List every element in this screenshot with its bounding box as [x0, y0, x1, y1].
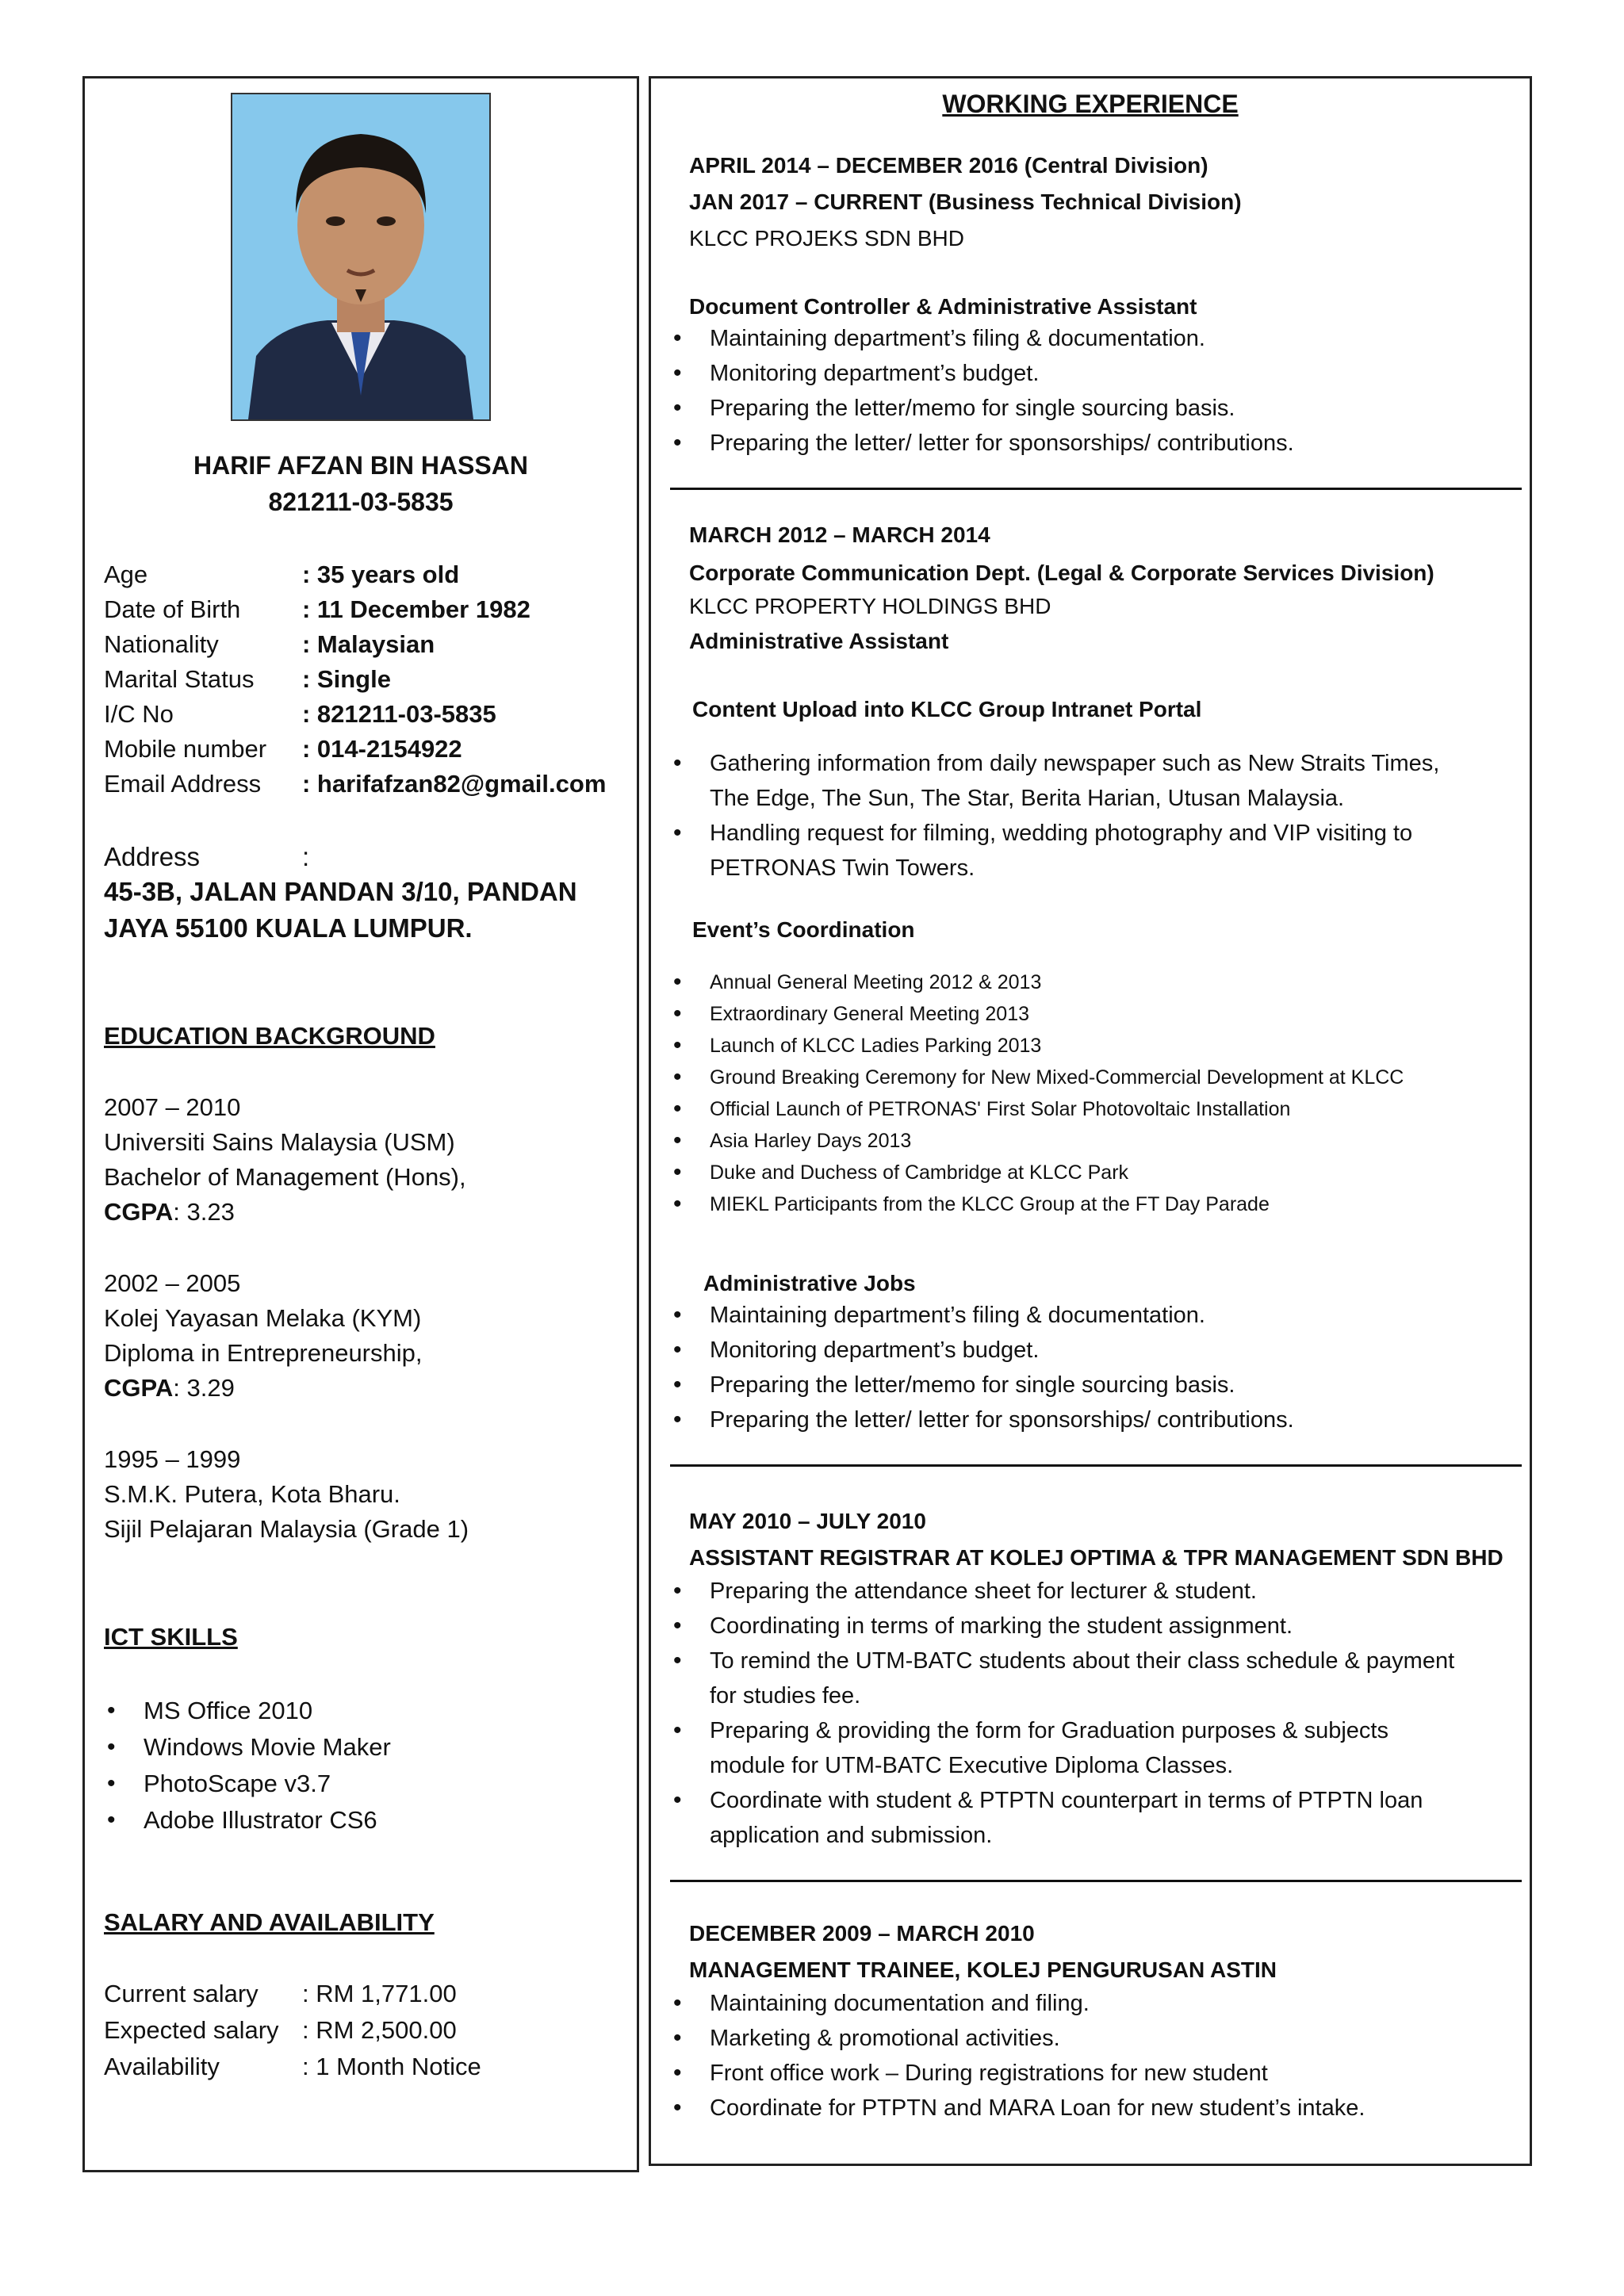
- job2-sub1-list: [651, 746, 1439, 886]
- list-item-continued: module for UTM-BATC Executive Diploma Classes.: [710, 1753, 1234, 1778]
- list-item: • Maintaining department’s filing & documentation.: [651, 321, 1294, 356]
- list-item: • Preparing the letter/ letter for sponsorships/ contributions.: [651, 426, 1294, 461]
- job3-list: [651, 1574, 1454, 1853]
- salary-heading: SALARY AND AVAILABILITY: [104, 1908, 435, 1936]
- edu-1-years: 2007 – 2010: [104, 1093, 241, 1121]
- list-item: • Preparing the letter/ letter for sponsorships/ contributions.: [651, 1402, 1294, 1437]
- section-divider: [670, 1464, 1522, 1467]
- list-item: • Preparing & providing the form for Graduation purposes & subjects: [651, 1713, 1454, 1748]
- list-item-continued: PETRONAS Twin Towers.: [710, 855, 975, 881]
- edu-1-school: Universiti Sains Malaysia (USM): [104, 1128, 455, 1156]
- address-line-1: 45-3B, JALAN PANDAN 3/10, PANDAN: [104, 877, 577, 906]
- job2-period: MARCH 2012 – MARCH 2014: [689, 522, 990, 547]
- edu-3-years: 1995 – 1999: [104, 1445, 241, 1473]
- job4-period: DECEMBER 2009 – MARCH 2010: [689, 1921, 1035, 1946]
- list-item: • Asia Harley Days 2013: [651, 1125, 1404, 1157]
- job2-sub2-heading: Event’s Coordination: [692, 917, 915, 942]
- list-item: • Preparing the letter/memo for single sourcing basis.: [651, 391, 1294, 426]
- list-item: • Official Launch of PETRONAS' First Solar Photovoltaic Installation: [651, 1093, 1404, 1125]
- list-item: • Marketing & promotional activities.: [651, 2021, 1365, 2056]
- edu-2-course: Diploma in Entrepreneurship,: [104, 1339, 423, 1367]
- list-item: • Ground Breaking Ceremony for New Mixed-Commercial Development at KLCC: [651, 1062, 1404, 1093]
- address-line-2: JAYA 55100 KUALA LUMPUR.: [104, 913, 473, 943]
- edu-1-grade: CGPA: 3.23: [104, 1198, 235, 1226]
- list-item-continued: The Edge, The Sun, The Star, Berita Harian, Utusan Malaysia.: [710, 786, 1345, 811]
- list-item: • Adobe Illustrator CS6: [85, 1802, 391, 1839]
- ict-heading: ICT SKILLS: [104, 1623, 238, 1651]
- candidate-name: HARIF AFZAN BIN HASSAN: [193, 451, 528, 480]
- list-item: • Front office work – During registrations for new student: [651, 2056, 1365, 2091]
- list-item: • Coordinate with student & PTPTN counterpart in terms of PTPTN loan: [651, 1783, 1454, 1818]
- section-divider: [670, 488, 1522, 490]
- education-heading: EDUCATION BACKGROUND: [104, 1022, 435, 1050]
- work-heading: WORKING EXPERIENCE: [942, 90, 1239, 118]
- list-item: • Coordinating in terms of marking the student assignment.: [651, 1609, 1454, 1644]
- person-portrait-icon: [232, 94, 489, 419]
- job1-period1: APRIL 2014 – DECEMBER 2016 (Central Division): [689, 153, 1208, 178]
- job1-period2: JAN 2017 – CURRENT (Business Technical Division): [689, 189, 1242, 214]
- job3-period: MAY 2010 – JULY 2010: [689, 1509, 926, 1533]
- edu-3-course: Sijil Pelajaran Malaysia (Grade 1): [104, 1515, 469, 1543]
- job2-sub2-list: [651, 966, 1404, 1220]
- list-item: • Duke and Duchess of Cambridge at KLCC Park: [651, 1157, 1404, 1188]
- job4-list: [651, 1986, 1365, 2126]
- list-item: • Monitoring department’s budget.: [651, 1333, 1294, 1368]
- job4-role: MANAGEMENT TRAINEE, KOLEJ PENGURUSAN ASTIN: [689, 1957, 1277, 1982]
- list-item-continued: application and submission.: [710, 1823, 993, 1848]
- list-item: • Extraordinary General Meeting 2013: [651, 998, 1404, 1030]
- list-item: • To remind the UTM-BATC students about their class schedule & payment: [651, 1644, 1454, 1678]
- list-item: • Launch of KLCC Ladies Parking 2013: [651, 1030, 1404, 1062]
- list-item: • Preparing the letter/memo for single sourcing basis.: [651, 1368, 1294, 1402]
- job2-role: Administrative Assistant: [689, 629, 949, 653]
- edu-2-grade: CGPA: 3.29: [104, 1374, 235, 1402]
- list-item: • Annual General Meeting 2012 & 2013: [651, 966, 1404, 998]
- edu-2-school: Kolej Yayasan Melaka (KYM): [104, 1304, 422, 1332]
- ict-skill-list: [85, 1693, 391, 1839]
- list-item: • PhotoScape v3.7: [85, 1766, 391, 1802]
- edu-3-school: S.M.K. Putera, Kota Bharu.: [104, 1480, 400, 1508]
- list-item: • Gathering information from daily newspaper such as New Straits Times,: [651, 746, 1439, 781]
- job2-sub3-list: [651, 1298, 1294, 1437]
- profile-photo: [231, 93, 491, 421]
- job1-role: Document Controller & Administrative Assistant: [689, 294, 1197, 319]
- right-column: [649, 76, 1532, 2166]
- list-item: • Maintaining documentation and filing.: [651, 1986, 1365, 2021]
- job3-role: ASSISTANT REGISTRAR AT KOLEJ OPTIMA & TPR MANAGEMENT SDN BHD: [689, 1545, 1503, 1570]
- job2-company: KLCC PROPERTY HOLDINGS BHD: [689, 594, 1051, 618]
- edu-1-course: Bachelor of Management (Hons),: [104, 1163, 466, 1191]
- list-item: • Handling request for filming, wedding photography and VIP visiting to: [651, 816, 1439, 851]
- job1-company: KLCC PROJEKS SDN BHD: [689, 226, 964, 251]
- job2-dept: Corporate Communication Dept. (Legal & Corporate Services Division): [689, 561, 1434, 585]
- job2-sub3-heading: Administrative Jobs: [703, 1271, 916, 1295]
- section-divider: [670, 1880, 1522, 1882]
- list-item: • Windows Movie Maker: [85, 1729, 391, 1766]
- left-column: HARIF AFZAN BIN HASSAN 821211-03-5835 Age : 35 years old Date of Birth : 11 December 1982 Nationality : Malaysian Marital Status : Single I/C No : 821211-03-5835 Mobile number : 014-2154922 Email Address : harifafzan82@gmail.com Address : 45-3B, JALAN PANDAN 3/10, PANDAN JAYA 55100 KUALA LUMPUR. EDUCATION BACKGROUND 2007 – 2010 Universiti Sains Malaysia (USM) Bachelor of Management (Hons), CGPA: 3.23 2002 – 2005 Kolej Yayasan Melaka (KYM) Diploma in Entrepreneurship, CGPA: 3.29 1995 – 1999 S.M.K. Putera, Kota Bharu. Sijil Pelajaran Malaysia (Grade 1) ICT SKILLS • MS Office 2010 • Windows Movie Maker • PhotoScape v3.7 • Adobe Illustrator CS6 SALARY AND AVAILABILITY Current salary : RM 1,771.00 Expected salary : RM 2,500.00 Availability : 1 Month Notice: [82, 76, 639, 2172]
- candidate-ic: 821211-03-5835: [268, 488, 454, 516]
- job1-duties: [651, 321, 1294, 461]
- list-item: • Coordinate for PTPTN and MARA Loan for new student’s intake.: [651, 2091, 1365, 2126]
- list-item: • MIEKL Participants from the KLCC Group at the FT Day Parade: [651, 1188, 1404, 1220]
- list-item-continued: for studies fee.: [710, 1683, 861, 1709]
- list-item: • Monitoring department’s budget.: [651, 356, 1294, 391]
- list-item: • Preparing the attendance sheet for lecturer & student.: [651, 1574, 1454, 1609]
- list-item: • Maintaining department’s filing & documentation.: [651, 1298, 1294, 1333]
- job2-sub1-heading: Content Upload into KLCC Group Intranet Portal: [692, 697, 1202, 721]
- edu-2-years: 2002 – 2005: [104, 1269, 241, 1297]
- list-item: • MS Office 2010: [85, 1693, 391, 1729]
